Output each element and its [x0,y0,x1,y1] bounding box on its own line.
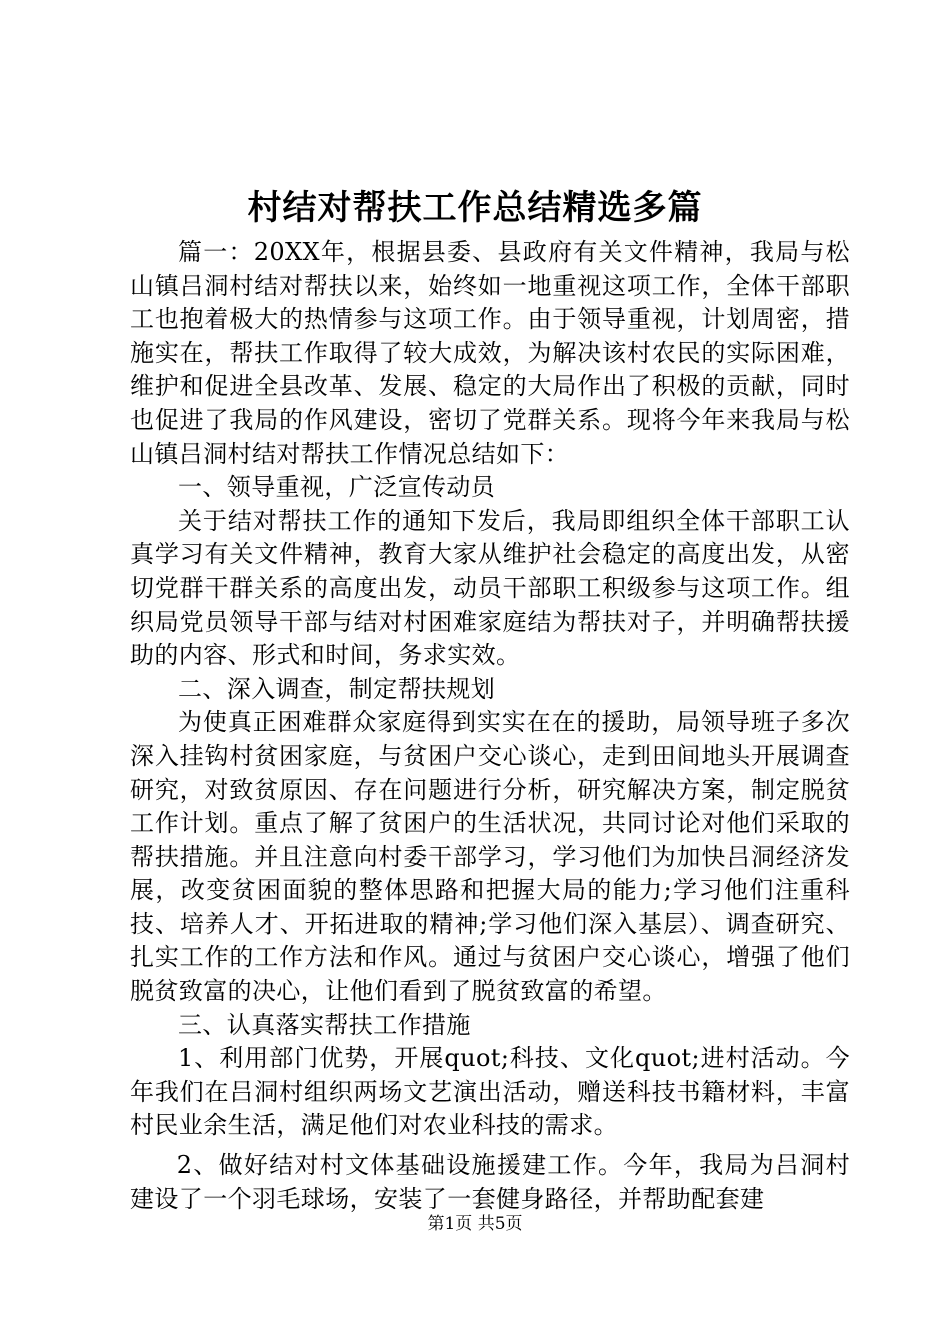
paragraph-section-1: 关于结对帮扶工作的通知下发后，我局即组织全体干部职工认真学习有关文件精神，教育大家从维护社会稳定的高度出发，从密切党群干群关系的高度出发，动员干部职工积级参与这项工作。组织局党员领导干部与结对村困难家庭结为帮扶对子，并明确帮扶援助的内容、形式和时间，务求实效。 [130,506,850,670]
section-heading-1: 一、领导重视，广泛宣传动员 [178,473,496,502]
paragraph-section-2: 为使真正困难群众家庭得到实实在在的援助，局领导班子多次深入挂钩村贫困家庭，与贫困户交心谈心，走到田间地头开展调查研究，对致贫原因、存在问题进行分析，研究解决方案，制定脱贫工作计划。重点了解了贫困户的生活状况，共同讨论对他们采取的帮扶措施。并且注意向村委干部学习，学习他们为加快吕洞经济发展，改变贫困面貌的整体思路和把握大局的能力;学习他们注重科技、培养人才、开拓进取的精神;学习他们深入基层）、调查研究、扎实工作的工作方法和作风。通过与贫困户交心谈心，增强了他们脱贫致富的决心，让他们看到了脱贫致富的希望。 [130,708,850,1006]
page-number-footer: 第1页 共5页 [427,1214,523,1234]
paragraph-intro: 篇一：20XX年，根据县委、县政府有关文件精神，我局与松山镇吕洞村结对帮扶以来，始终如一地重视这项工作，全体干部职工也抱着极大的热情参与这项工作。由于领导重视，计划周密，措施实在，帮扶工作取得了较大成效，为解决该村农民的实际困难，维护和促进全县改革、发展、稳定的大局作出了积极的贡献，同时也促进了我局的作风建设，密切了党群关系。现将今年来我局与松山镇吕洞村结对帮扶工作情况总结如下： [130,238,850,468]
section-heading-2: 二、深入调查，制定帮扶规划 [178,674,496,703]
paragraph-measure-1: 1、利用部门优势，开展quot;科技、文化quot;进村活动。今年我们在吕洞村组织两场文艺演出活动，赠送科技书籍材料，丰富村民业余生活，满足他们对农业科技的需求。 [130,1044,850,1140]
document-body [130,236,850,1216]
paragraph-measure-2: 2、做好结对村文体基础设施援建工作。今年，我局为吕洞村建设了一个羽毛球场，安装了一套健身路径，并帮助配套建 [130,1151,850,1213]
section-heading-3: 三、认真落实帮扶工作措施 [178,1010,471,1039]
document-title: 村结对帮扶工作总结精选多篇 [247,188,703,228]
